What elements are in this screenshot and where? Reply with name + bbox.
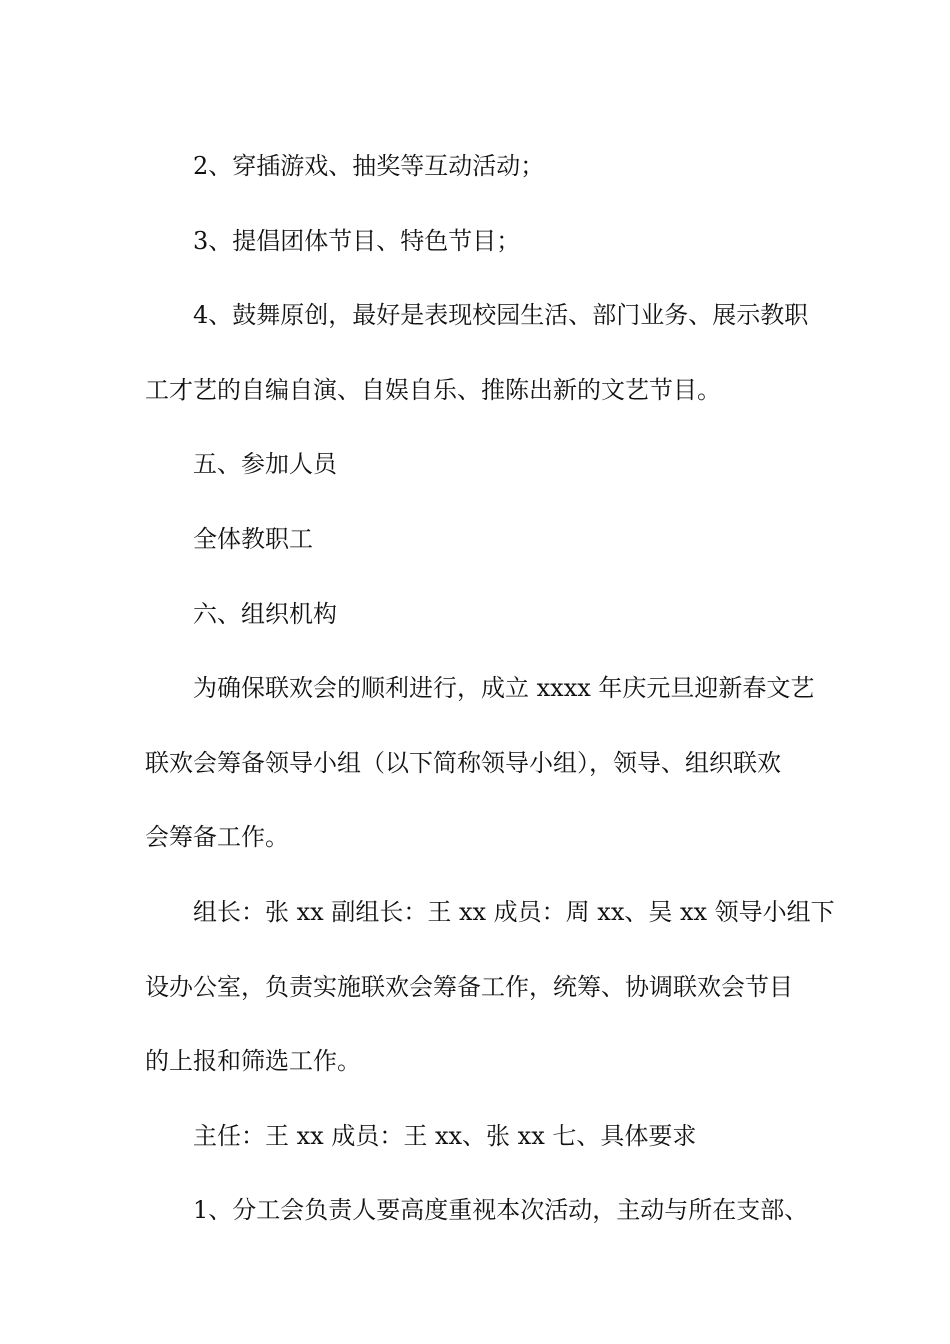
paragraph-line: 组长：张 xx 副组长：王 xx 成员：周 xx、吴 xx 领导小组下 (193, 897, 835, 926)
section-heading: 五、参加人员 (193, 450, 337, 479)
paragraph-line: 联欢会筹备领导小组（以下简称领导小组），领导、组织联欢 (145, 748, 781, 777)
document-body (145, 129, 835, 1248)
paragraph-line: 为确保联欢会的顺利进行，成立 xxxx 年庆元旦迎新春文艺 (193, 674, 815, 703)
paragraph-line: 会筹备工作。 (145, 823, 289, 852)
paragraph-line: 全体教职工 (193, 524, 313, 553)
paragraph-line: 2、穿插游戏、抽奖等互动活动； (193, 152, 545, 180)
paragraph-line: 的上报和筛选工作。 (145, 1047, 361, 1076)
paragraph-line: 主任：王 xx 成员：王 xx、张 xx 七、具体要求 (193, 1121, 697, 1150)
section-heading: 六、组织机构 (193, 599, 337, 628)
paragraph-line: 4、鼓舞原创，最好是表现校园生活、部门业务、展示教职 (193, 301, 809, 330)
paragraph-line: 工才艺的自编自演、自娱自乐、推陈出新的文艺节目。 (145, 375, 721, 404)
paragraph-line: 1、分工会负责人要高度重视本次活动，主动与所在支部、 (193, 1196, 809, 1225)
paragraph-line: 设办公室，负责实施联欢会筹备工作，统筹、协调联欢会节目 (145, 972, 793, 1001)
paragraph-line: 3、提倡团体节目、特色节目； (193, 226, 521, 255)
